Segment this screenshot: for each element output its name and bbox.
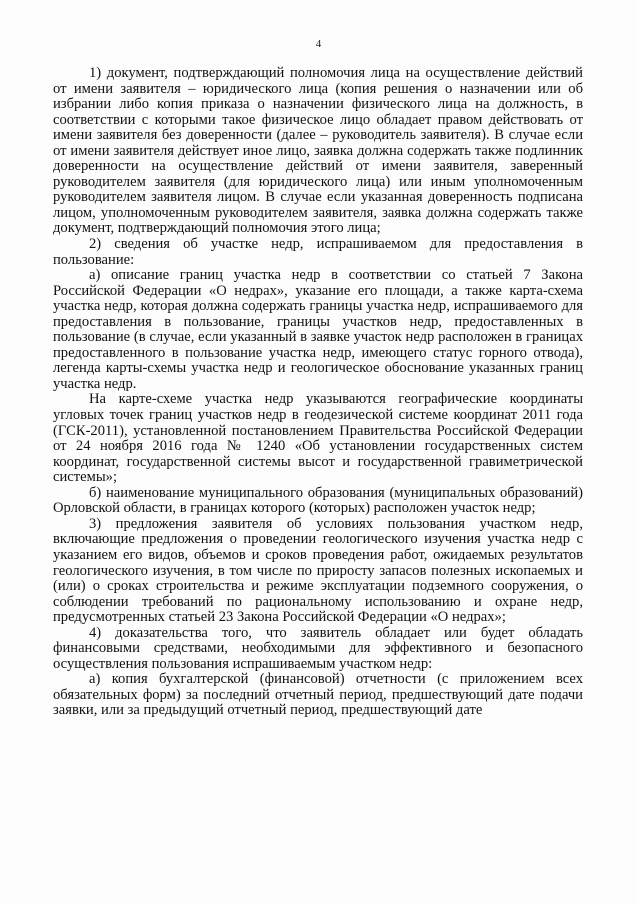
- paragraph-subsoil-info: 2) сведения об участке недр, испрашиваемом для предоставления в пользование:: [53, 236, 583, 268]
- paragraph-usage-proposals: 3) предложения заявителя об условиях пользования участком недр, включающие предложения о проведении геологического изучения участка недр с указанием его видов, объемов и сроков проведения работ, ожидаемых результатов геологического изучения, в том числе по приросту запасов полезных ископаемых и (или) о сроках строительства и режиме эксплуатации подземного сооружения, о соблюдении требований по рациональному использованию и охране недр, предусмотренных статьей 23 Закона Российской Федерации «О недрах»;: [53, 515, 583, 626]
- document-body: [53, 66, 583, 719]
- paragraph-authority-document: 1) документ, подтверждающий полномочия лица на осуществление действий от имени заявителя – юридического лица (копия решения о назначении или об избрании либо копия приказа о назначении физического лица на должность, в соответствии с которыми такое физическое лицо обладает правом действовать от имени заявителя без доверенности (далее – руководитель заявителя). В случае если от имени заявителя действует иное лицо, заявка должна содержать также подлинник доверенности на осуществление действий от имени заявителя, заверенный руководителем заявителя (для юридического лица) или иным уполномоченным руководителем заявителя лицом. В случае если указанная доверенность подписана лицом, уполномоченным руководителем заявителя, заявка должна содержать также документ, подтверждающий полномочия этого лица;: [53, 65, 583, 237]
- page-number: 4: [315, 38, 322, 50]
- paragraph-financial-evidence: 4) доказательства того, что заявитель обладает или будет обладать финансовыми средствами, необходимыми для эффективного и безопасного осуществления пользования испрашиваемым участком недр:: [53, 624, 583, 672]
- paragraph-map-coordinates: На карте-схеме участка недр указываются географические координаты угловых точек границ участков недр в геодезической системе координат 2011 года (ГСК-2011), установленной постановлением Правительства Российской Федерации от 24 ноября 2016 года № 1240 «Об установлении государственных систем координат, государственной системы высот и государственной гравиметрической системы»;: [53, 391, 583, 486]
- paragraph-accounting-copy: а) копия бухгалтерской (финансовой) отчетности (с приложением всех обязательных форм) за последний отчетный период, предшествующий дате подачи заявки, или за предыдущий отчетный период, предшествующий дате: [53, 671, 583, 719]
- paragraph-boundary-description: а) описание границ участка недр в соответствии со статьей 7 Закона Российской Федерации «О недрах», указание его площади, а также карта-схема участка недр, которая должна содержать границы участка недр, испрашиваемого для предоставления в пользование, границы участков недр, предоставленных в пользование (в случае, если указанный в заявке участок недр расположен в границах предоставленного в пользование участка недр, имеющего статус горного отвода), легенда карты-схемы участка недр и геологическое обоснование указанных границ участка недр.: [53, 267, 583, 392]
- paragraph-municipality: б) наименование муниципального образования (муниципальных образований) Орловской области, в границах которого (которых) расположен участок недр;: [53, 484, 583, 517]
